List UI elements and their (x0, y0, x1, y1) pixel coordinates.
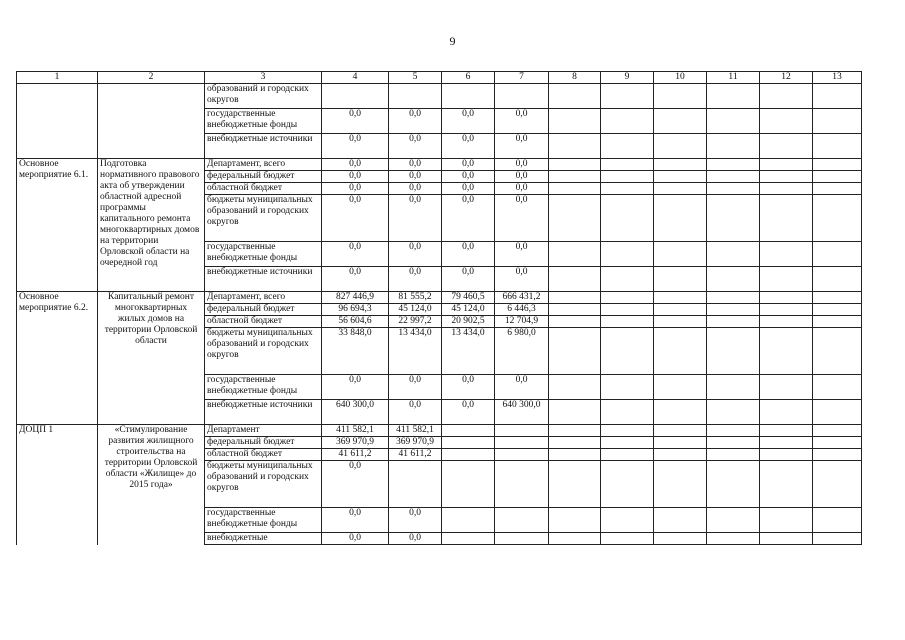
empty-cell (549, 183, 601, 195)
empty-cell (760, 267, 813, 292)
empty-cell (707, 461, 760, 508)
value-cell (495, 425, 549, 437)
empty-cell (707, 437, 760, 449)
value-cell: 41 611,2 (389, 449, 442, 461)
empty-cell (707, 316, 760, 328)
value-cell: 827 446,9 (322, 292, 389, 304)
column-header-row (17, 72, 862, 84)
value-cell: 0,0 (389, 533, 442, 545)
empty-cell (707, 328, 760, 375)
empty-cell (549, 171, 601, 183)
column-header: 11 (707, 72, 760, 84)
empty-cell (601, 109, 654, 134)
value-cell: 45 124,0 (442, 304, 495, 316)
empty-cell (549, 292, 601, 304)
value-cell: 0,0 (442, 375, 495, 400)
source-label: федеральный бюджет (205, 437, 322, 449)
source-label: Департамент, всего (205, 159, 322, 171)
activity-description: Капитальный ремонт многоквартирных жилых домов на территории Орловской области (98, 292, 205, 425)
empty-cell (760, 109, 813, 134)
empty-cell (601, 195, 654, 242)
empty-cell (760, 461, 813, 508)
empty-cell (654, 171, 707, 183)
empty-cell (654, 267, 707, 292)
value-cell: 0,0 (495, 109, 549, 134)
activity-name: ДОЦП 1 (17, 425, 98, 545)
empty-cell (98, 84, 205, 159)
empty-cell (654, 134, 707, 159)
column-header: 10 (654, 72, 707, 84)
empty-cell (549, 425, 601, 437)
empty-cell (813, 328, 862, 375)
value-cell: 0,0 (389, 183, 442, 195)
empty-cell (760, 134, 813, 159)
empty-cell (707, 292, 760, 304)
empty-cell (601, 134, 654, 159)
source-label: государственные внебюджетные фонды (205, 109, 322, 134)
empty-cell (707, 183, 760, 195)
source-label: государственные внебюджетные фонды (205, 375, 322, 400)
column-header: 12 (760, 72, 813, 84)
empty-cell (813, 437, 862, 449)
value-cell: 0,0 (495, 159, 549, 171)
empty-cell (601, 267, 654, 292)
source-label: Департамент (205, 425, 322, 437)
empty-cell (707, 134, 760, 159)
value-cell (495, 461, 549, 508)
source-label: внебюджетные источники (205, 134, 322, 159)
empty-cell (601, 508, 654, 533)
empty-cell (549, 84, 601, 109)
empty-cell (813, 461, 862, 508)
value-cell: 0,0 (442, 183, 495, 195)
empty-cell (760, 533, 813, 545)
empty-cell (813, 195, 862, 242)
empty-cell (760, 508, 813, 533)
value-cell: 369 970,9 (322, 437, 389, 449)
empty-cell (654, 449, 707, 461)
activity-name: Основное мероприятие 6.1. (17, 159, 98, 292)
empty-cell (601, 316, 654, 328)
value-cell: 0,0 (322, 375, 389, 400)
value-cell: 640 300,0 (495, 400, 549, 425)
empty-cell (707, 400, 760, 425)
empty-cell (601, 242, 654, 267)
column-header: 8 (549, 72, 601, 84)
activity-description: Подготовка нормативного правового акта об утверждении областной адресной программы капитального ремонта многоквартирных домов на территории Орловской области на очередной год (98, 159, 205, 292)
empty-cell (707, 171, 760, 183)
value-cell (495, 449, 549, 461)
empty-cell (813, 109, 862, 134)
column-header: 9 (601, 72, 654, 84)
value-cell (442, 437, 495, 449)
value-cell: 0,0 (322, 267, 389, 292)
empty-cell (654, 533, 707, 545)
value-cell: 0,0 (322, 195, 389, 242)
empty-cell (601, 183, 654, 195)
table-row (17, 292, 862, 304)
page-number: 9 (449, 34, 456, 48)
empty-cell (654, 109, 707, 134)
empty-cell (813, 159, 862, 171)
value-cell: 0,0 (322, 159, 389, 171)
empty-cell (760, 84, 813, 109)
empty-cell (549, 195, 601, 242)
value-cell: 0,0 (442, 267, 495, 292)
value-cell: 0,0 (389, 171, 442, 183)
empty-cell (601, 533, 654, 545)
value-cell: 13 434,0 (389, 328, 442, 375)
empty-cell (17, 84, 98, 159)
value-cell: 0,0 (442, 159, 495, 171)
empty-cell (601, 375, 654, 400)
value-cell: 0,0 (389, 109, 442, 134)
value-cell (495, 437, 549, 449)
source-label: федеральный бюджет (205, 304, 322, 316)
empty-cell (813, 508, 862, 533)
empty-cell (654, 316, 707, 328)
table-row (17, 425, 862, 437)
table-body (17, 72, 862, 545)
value-cell: 0,0 (442, 195, 495, 242)
empty-cell (707, 242, 760, 267)
value-cell: 0,0 (389, 134, 442, 159)
empty-cell (760, 328, 813, 375)
empty-cell (813, 134, 862, 159)
value-cell (389, 461, 442, 508)
value-cell: 0,0 (322, 183, 389, 195)
value-cell: 6 980,0 (495, 328, 549, 375)
empty-cell (654, 328, 707, 375)
value-cell: 666 431,2 (495, 292, 549, 304)
empty-cell (654, 304, 707, 316)
empty-cell (813, 449, 862, 461)
value-cell: 0,0 (389, 242, 442, 267)
empty-cell (654, 195, 707, 242)
table-row (17, 159, 862, 171)
value-cell: 0,0 (442, 400, 495, 425)
empty-cell (601, 461, 654, 508)
empty-cell (601, 328, 654, 375)
empty-cell (549, 242, 601, 267)
empty-cell (549, 508, 601, 533)
empty-cell (601, 437, 654, 449)
empty-cell (549, 461, 601, 508)
value-cell (442, 449, 495, 461)
empty-cell (707, 304, 760, 316)
source-label: бюджеты муниципальных образований и городских округов (205, 195, 322, 242)
empty-cell (760, 400, 813, 425)
value-cell: 0,0 (322, 171, 389, 183)
value-cell (322, 84, 389, 109)
source-label: государственные внебюджетные фонды (205, 242, 322, 267)
empty-cell (654, 461, 707, 508)
value-cell: 411 582,1 (389, 425, 442, 437)
column-header: 3 (205, 72, 322, 84)
empty-cell (601, 400, 654, 425)
empty-cell (549, 109, 601, 134)
value-cell: 12 704,9 (495, 316, 549, 328)
budget-table (16, 71, 862, 545)
source-label: государственные внебюджетные фонды (205, 508, 322, 533)
activity-name: Основное мероприятие 6.2. (17, 292, 98, 425)
column-header: 2 (98, 72, 205, 84)
empty-cell (549, 267, 601, 292)
empty-cell (707, 195, 760, 242)
empty-cell (813, 267, 862, 292)
value-cell: 0,0 (322, 134, 389, 159)
value-cell: 81 555,2 (389, 292, 442, 304)
value-cell: 640 300,0 (322, 400, 389, 425)
column-header: 13 (813, 72, 862, 84)
empty-cell (813, 400, 862, 425)
value-cell: 0,0 (389, 375, 442, 400)
value-cell (495, 533, 549, 545)
column-header: 4 (322, 72, 389, 84)
empty-cell (813, 304, 862, 316)
empty-cell (813, 84, 862, 109)
value-cell: 0,0 (322, 533, 389, 545)
value-cell: 0,0 (322, 461, 389, 508)
value-cell (442, 508, 495, 533)
value-cell (442, 533, 495, 545)
source-label: образований и городских округов (205, 84, 322, 109)
empty-cell (707, 267, 760, 292)
empty-cell (760, 242, 813, 267)
value-cell: 0,0 (389, 267, 442, 292)
empty-cell (707, 109, 760, 134)
empty-cell (813, 183, 862, 195)
empty-cell (549, 159, 601, 171)
value-cell: 0,0 (322, 109, 389, 134)
value-cell: 56 604,6 (322, 316, 389, 328)
value-cell: 0,0 (442, 134, 495, 159)
empty-cell (601, 449, 654, 461)
value-cell: 0,0 (322, 508, 389, 533)
source-label: бюджеты муниципальных образований и городских округов (205, 328, 322, 375)
value-cell: 411 582,1 (322, 425, 389, 437)
empty-cell (654, 159, 707, 171)
source-label: бюджеты муниципальных образований и городских округов (205, 461, 322, 508)
source-label: областной бюджет (205, 449, 322, 461)
value-cell: 0,0 (322, 242, 389, 267)
empty-cell (549, 328, 601, 375)
value-cell: 369 970,9 (389, 437, 442, 449)
empty-cell (549, 449, 601, 461)
column-header: 6 (442, 72, 495, 84)
empty-cell (760, 375, 813, 400)
value-cell (442, 425, 495, 437)
value-cell: 0,0 (495, 183, 549, 195)
activity-description: «Стимулирование развития жилищного строительства на территории Орловской области «Жилище» до 2015 года» (98, 425, 205, 545)
empty-cell (760, 425, 813, 437)
value-cell: 0,0 (495, 242, 549, 267)
value-cell: 0,0 (389, 195, 442, 242)
empty-cell (707, 375, 760, 400)
empty-cell (654, 183, 707, 195)
value-cell: 41 611,2 (322, 449, 389, 461)
empty-cell (601, 304, 654, 316)
empty-cell (654, 242, 707, 267)
value-cell: 45 124,0 (389, 304, 442, 316)
value-cell: 0,0 (495, 267, 549, 292)
empty-cell (654, 84, 707, 109)
empty-cell (601, 425, 654, 437)
empty-cell (760, 437, 813, 449)
empty-cell (760, 449, 813, 461)
empty-cell (760, 316, 813, 328)
value-cell: 79 460,5 (442, 292, 495, 304)
value-cell: 96 694,3 (322, 304, 389, 316)
empty-cell (549, 375, 601, 400)
empty-cell (654, 425, 707, 437)
empty-cell (549, 304, 601, 316)
empty-cell (707, 533, 760, 545)
empty-cell (813, 316, 862, 328)
empty-cell (760, 292, 813, 304)
empty-cell (549, 134, 601, 159)
empty-cell (813, 242, 862, 267)
empty-cell (760, 304, 813, 316)
empty-cell (760, 183, 813, 195)
empty-cell (760, 195, 813, 242)
source-label: внебюджетные источники (205, 400, 322, 425)
value-cell (442, 84, 495, 109)
source-label: внебюджетные (205, 533, 322, 545)
empty-cell (760, 159, 813, 171)
value-cell (389, 84, 442, 109)
empty-cell (601, 171, 654, 183)
value-cell: 0,0 (389, 508, 442, 533)
value-cell: 0,0 (389, 400, 442, 425)
empty-cell (654, 437, 707, 449)
value-cell: 0,0 (442, 242, 495, 267)
table-row (17, 84, 862, 109)
empty-cell (601, 159, 654, 171)
empty-cell (549, 400, 601, 425)
empty-cell (813, 171, 862, 183)
source-label: областной бюджет (205, 183, 322, 195)
value-cell: 13 434,0 (442, 328, 495, 375)
empty-cell (707, 508, 760, 533)
value-cell: 20 902,5 (442, 316, 495, 328)
value-cell (495, 84, 549, 109)
empty-cell (707, 159, 760, 171)
value-cell: 0,0 (442, 109, 495, 134)
value-cell: 0,0 (495, 134, 549, 159)
value-cell: 0,0 (495, 375, 549, 400)
empty-cell (654, 375, 707, 400)
value-cell: 0,0 (389, 159, 442, 171)
column-header: 5 (389, 72, 442, 84)
value-cell: 0,0 (495, 171, 549, 183)
value-cell: 6 446,3 (495, 304, 549, 316)
value-cell (495, 508, 549, 533)
source-label: внебюджетные источники (205, 267, 322, 292)
source-label: федеральный бюджет (205, 171, 322, 183)
empty-cell (549, 316, 601, 328)
empty-cell (654, 400, 707, 425)
column-header: 7 (495, 72, 549, 84)
empty-cell (549, 437, 601, 449)
empty-cell (813, 425, 862, 437)
empty-cell (707, 449, 760, 461)
empty-cell (549, 533, 601, 545)
empty-cell (813, 533, 862, 545)
value-cell: 33 848,0 (322, 328, 389, 375)
empty-cell (601, 84, 654, 109)
empty-cell (654, 292, 707, 304)
empty-cell (707, 84, 760, 109)
empty-cell (813, 292, 862, 304)
empty-cell (760, 171, 813, 183)
value-cell: 0,0 (495, 195, 549, 242)
empty-cell (654, 508, 707, 533)
value-cell: 22 997,2 (389, 316, 442, 328)
empty-cell (601, 292, 654, 304)
value-cell: 0,0 (442, 171, 495, 183)
column-header: 1 (17, 72, 98, 84)
source-label: областной бюджет (205, 316, 322, 328)
source-label: Департамент, всего (205, 292, 322, 304)
empty-cell (813, 375, 862, 400)
empty-cell (707, 425, 760, 437)
value-cell (442, 461, 495, 508)
